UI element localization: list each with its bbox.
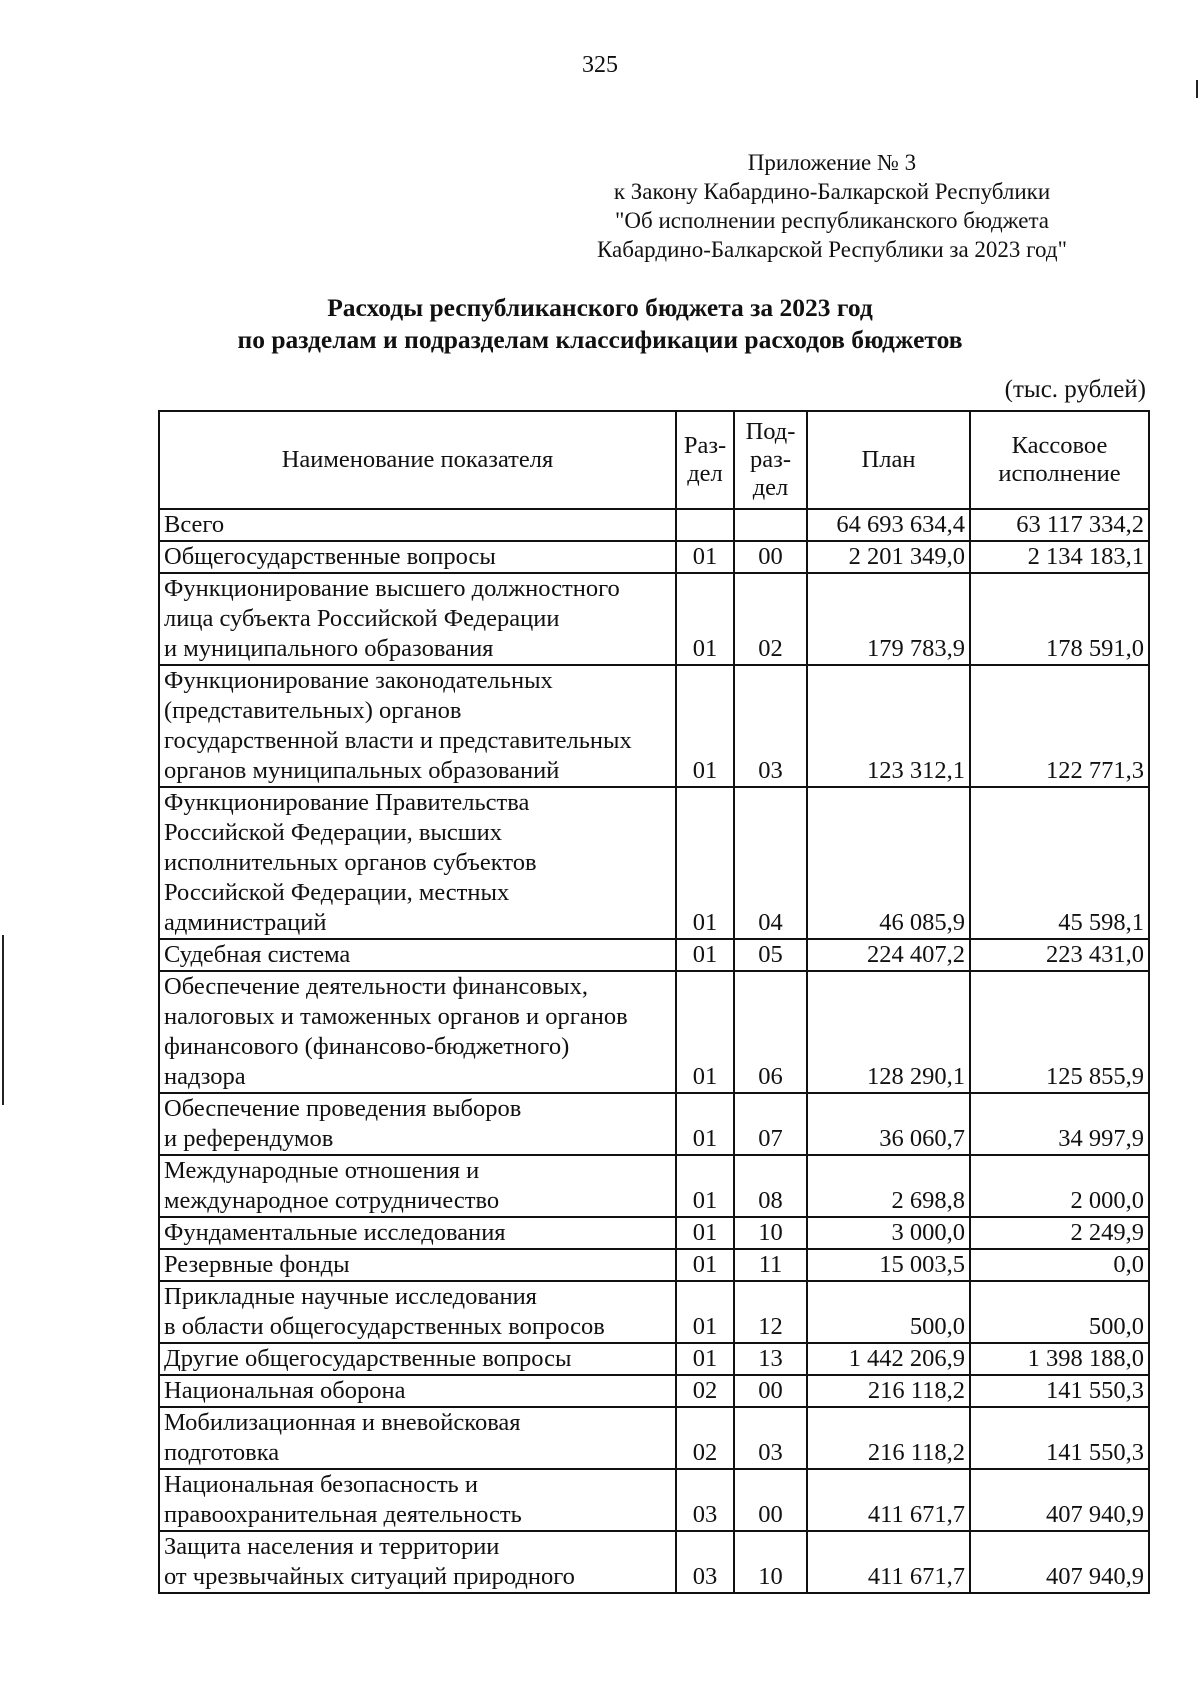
document-title [0,292,1200,356]
cell-name: Другие общегосударственные вопросы [159,1343,676,1375]
cell-actual: 141 550,3 [970,1407,1149,1469]
cell-actual: 45 598,1 [970,787,1149,939]
cell-name: Мобилизационная и вневойсковая подготовка [159,1407,676,1469]
cell-name: Фундаментальные исследования [159,1217,676,1249]
cell-section: 01 [676,939,734,971]
title-line: по разделам и подразделам классификации расходов бюджетов [237,325,963,354]
scan-edge-mark [2,935,4,1105]
table-row [159,509,1149,541]
cell-name: Функционирование высшего должностного лица субъекта Российской Федерации и муниципального образования [159,573,676,665]
appendix-header [522,148,1142,264]
cell-plan: 64 693 634,4 [807,509,970,541]
cell-subsection: 00 [734,1375,807,1407]
appendix-line: к Закону Кабардино-Балкарской Республики [613,179,1051,204]
cell-name: Общегосударственные вопросы [159,541,676,573]
cell-plan: 46 085,9 [807,787,970,939]
cell-section: 01 [676,971,734,1093]
cell-name: Обеспечение проведения выборов и референдумов [159,1093,676,1155]
table-row [159,971,1149,1093]
table-row [159,1093,1149,1155]
cell-name: Прикладные научные исследования в области общегосударственных вопросов [159,1281,676,1343]
cell-actual: 1 398 188,0 [970,1343,1149,1375]
cell-section: 01 [676,1249,734,1281]
cell-name: Судебная система [159,939,676,971]
table-header-row [159,411,1149,509]
cell-plan: 216 118,2 [807,1375,970,1407]
table-row [159,1217,1149,1249]
cell-actual: 2 134 183,1 [970,541,1149,573]
cell-name: Национальная безопасность и правоохранительная деятельность [159,1469,676,1531]
cell-actual: 407 940,9 [970,1531,1149,1593]
cell-plan: 15 003,5 [807,1249,970,1281]
cell-subsection: 03 [734,1407,807,1469]
header-section: Раз- дел [676,411,734,509]
header-subsection: Под- раз- дел [734,411,807,509]
cell-actual: 223 431,0 [970,939,1149,971]
table-row [159,787,1149,939]
cell-name: Всего [159,509,676,541]
cell-subsection: 11 [734,1249,807,1281]
cell-actual: 0,0 [970,1249,1149,1281]
cell-section: 01 [676,1155,734,1217]
cell-plan: 123 312,1 [807,665,970,787]
cell-plan: 411 671,7 [807,1469,970,1531]
cell-plan: 411 671,7 [807,1531,970,1593]
table-row [159,1407,1149,1469]
cell-actual: 34 997,9 [970,1093,1149,1155]
cell-subsection: 03 [734,665,807,787]
cell-subsection: 10 [734,1217,807,1249]
cell-subsection: 08 [734,1155,807,1217]
cell-plan: 1 442 206,9 [807,1343,970,1375]
page-number: 325 [582,52,618,78]
cell-section [676,509,734,541]
cell-subsection: 04 [734,787,807,939]
cell-actual: 2 249,9 [970,1217,1149,1249]
cell-name: Обеспечение деятельности финансовых, налоговых и таможенных органов и органов финансового (финансово-бюджетного) надзора [159,971,676,1093]
cell-actual: 500,0 [970,1281,1149,1343]
cell-name: Резервные фонды [159,1249,676,1281]
cell-section: 01 [676,1281,734,1343]
table-row [159,1155,1149,1217]
cell-name: Функционирование законодательных (представительных) органов государственной власти и представительных органов муниципальных образований [159,665,676,787]
cell-actual: 63 117 334,2 [970,509,1149,541]
cell-subsection: 06 [734,971,807,1093]
table-row [159,573,1149,665]
cell-subsection [734,509,807,541]
cell-section: 01 [676,787,734,939]
cell-section: 02 [676,1407,734,1469]
appendix-line: Приложение № 3 [747,150,917,175]
cell-actual: 125 855,9 [970,971,1149,1093]
cell-subsection: 07 [734,1093,807,1155]
cell-name: Национальная оборона [159,1375,676,1407]
header-plan: План [807,411,970,509]
cell-name: Международные отношения и международное сотрудничество [159,1155,676,1217]
cell-name: Защита населения и территории от чрезвычайных ситуаций природного [159,1531,676,1593]
table-row [159,1281,1149,1343]
cell-plan: 128 290,1 [807,971,970,1093]
cell-subsection: 00 [734,1469,807,1531]
header-name: Наименование показателя [159,411,676,509]
cell-plan: 216 118,2 [807,1407,970,1469]
cell-actual: 407 940,9 [970,1469,1149,1531]
title-line: Расходы республиканского бюджета за 2023 год [327,293,873,322]
cell-subsection: 05 [734,939,807,971]
cell-section: 03 [676,1469,734,1531]
cell-section: 01 [676,573,734,665]
cell-plan: 224 407,2 [807,939,970,971]
cell-actual: 2 000,0 [970,1155,1149,1217]
appendix-line: "Об исполнении республиканского бюджета [615,208,1049,233]
table-row [159,665,1149,787]
cell-section: 01 [676,1093,734,1155]
table-row [159,1531,1149,1593]
header-actual: Кассовое исполнение [970,411,1149,509]
cell-name: Функционирование Правительства Российской Федерации, высших исполнительных органов субъектов Российской Федерации, местных администраций [159,787,676,939]
cell-subsection: 13 [734,1343,807,1375]
appendix-line: Кабардино-Балкарской Республики за 2023 год" [597,237,1067,262]
table-row [159,939,1149,971]
cell-actual: 178 591,0 [970,573,1149,665]
table-row [159,1249,1149,1281]
cell-actual: 141 550,3 [970,1375,1149,1407]
cell-plan: 3 000,0 [807,1217,970,1249]
cell-subsection: 12 [734,1281,807,1343]
cell-section: 01 [676,665,734,787]
cell-subsection: 00 [734,541,807,573]
cell-section: 01 [676,541,734,573]
table-row [159,1375,1149,1407]
cell-plan: 179 783,9 [807,573,970,665]
cell-plan: 500,0 [807,1281,970,1343]
table-row [159,1469,1149,1531]
cell-plan: 36 060,7 [807,1093,970,1155]
cell-section: 03 [676,1531,734,1593]
budget-table [158,410,1150,1594]
table-row [159,541,1149,573]
cell-actual: 122 771,3 [970,665,1149,787]
cell-section: 02 [676,1375,734,1407]
scan-edge-mark [1196,80,1198,98]
cell-plan: 2 201 349,0 [807,541,970,573]
cell-section: 01 [676,1217,734,1249]
cell-subsection: 02 [734,573,807,665]
cell-plan: 2 698,8 [807,1155,970,1217]
units-label: (тыс. рублей) [1004,376,1146,403]
table-row [159,1343,1149,1375]
cell-subsection: 10 [734,1531,807,1593]
cell-section: 01 [676,1343,734,1375]
table-body [159,509,1149,1593]
